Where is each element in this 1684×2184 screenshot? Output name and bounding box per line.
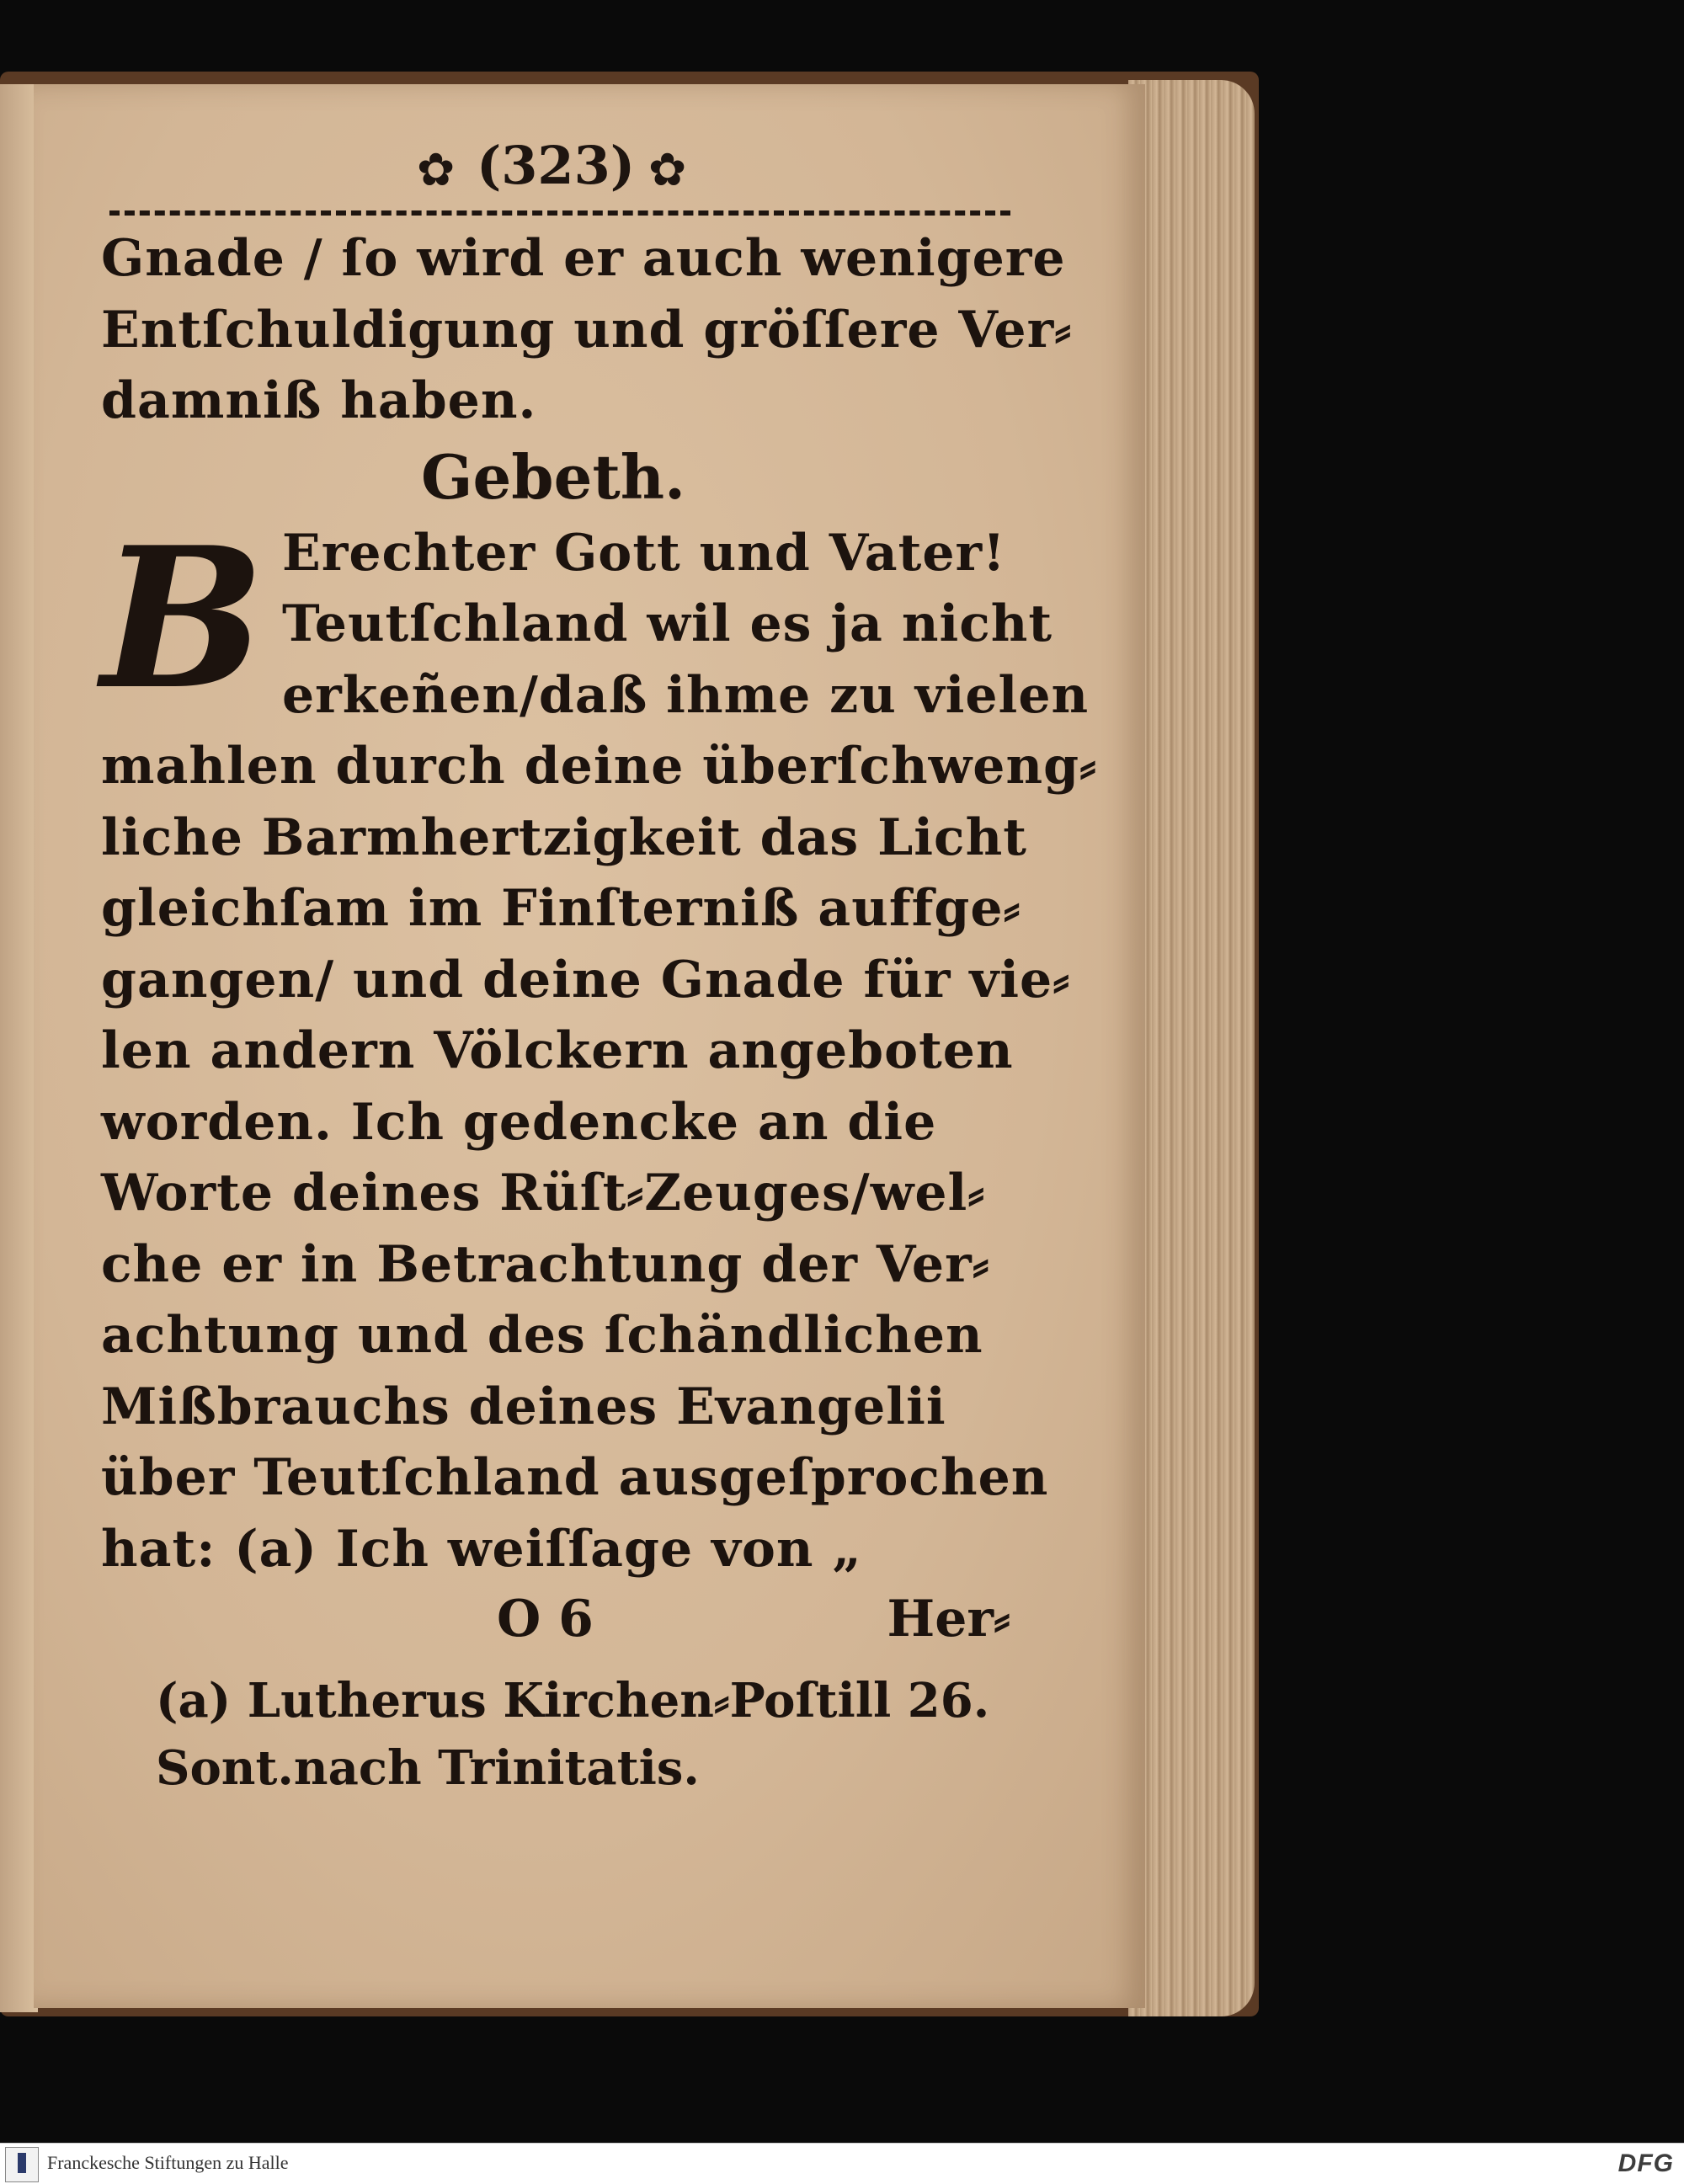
text-line: worden. Ich gedencke an die — [101, 1092, 937, 1152]
dfg-logo: DFG — [1617, 2149, 1674, 2177]
institution-logo-icon — [5, 2147, 39, 2182]
catchword: Her⸗ — [887, 1590, 1010, 1649]
dropcap-paragraph — [101, 504, 1090, 732]
text-line: hat: (a) Ich weiſſage von „ — [101, 1519, 862, 1579]
text-line: che er in Betrachtung der Ver⸗ — [101, 1234, 990, 1294]
text-line: Entſchuldigung und gröſſere Ver⸗ — [101, 300, 1073, 360]
text-line: achtung und des ſchändlichen — [101, 1306, 983, 1365]
prayer-heading: Gebeth. — [421, 440, 686, 513]
footnote — [156, 1667, 1006, 1802]
text-line: liche Barmhertzigkeit das Licht — [101, 807, 1027, 867]
text-line: damniß haben. — [101, 371, 537, 430]
footnote-line: Sont.nach Trinitatis. — [156, 1740, 700, 1796]
ornament-left-icon: ✿ — [417, 143, 456, 196]
text-line: len andern Völckern angeboten — [101, 1021, 1014, 1080]
signature-mark: O 6 — [497, 1590, 594, 1649]
institution-name: Franckesche Stiftungen zu Halle — [47, 2152, 289, 2173]
page-number: (323) — [476, 135, 636, 196]
left-page-edge — [0, 84, 38, 2012]
text-line: Gnade / ſo wird er auch wenigere — [101, 229, 1066, 288]
page-header — [93, 135, 1010, 210]
dropcap-letter: B — [101, 504, 265, 732]
page-body — [101, 223, 1098, 1585]
text-line: gleichſam im Finſterniß auffge⸗ — [101, 879, 1021, 938]
ornament-right-icon: ✿ — [648, 143, 687, 196]
text-line: Worte deines Rüſt⸗Zeuges/wel⸗ — [101, 1164, 986, 1223]
text-line: Teutſchland wil es ja nicht — [282, 594, 1053, 653]
text-line: erkeñen/daß ihme zu vielen — [282, 665, 1090, 725]
signature-row — [101, 1590, 1010, 1665]
header-rule — [109, 210, 1010, 216]
text-line: über Teutſchland ausgeſprochen — [101, 1448, 1049, 1507]
text-line: gangen/ und deine Gnade für vie⸗ — [101, 950, 1071, 1009]
text-line: Mißbrauchs deines Evangelii — [101, 1377, 946, 1436]
text-line: Erechter Gott und Vater! — [282, 523, 1006, 583]
viewer-footer — [0, 2143, 1684, 2184]
footnote-line: (a) Lutherus Kirchen⸗Poſtill 26. — [156, 1673, 990, 1729]
text-line: mahlen durch deine überſchweng⸗ — [101, 737, 1098, 796]
page-edges — [1128, 80, 1255, 2016]
